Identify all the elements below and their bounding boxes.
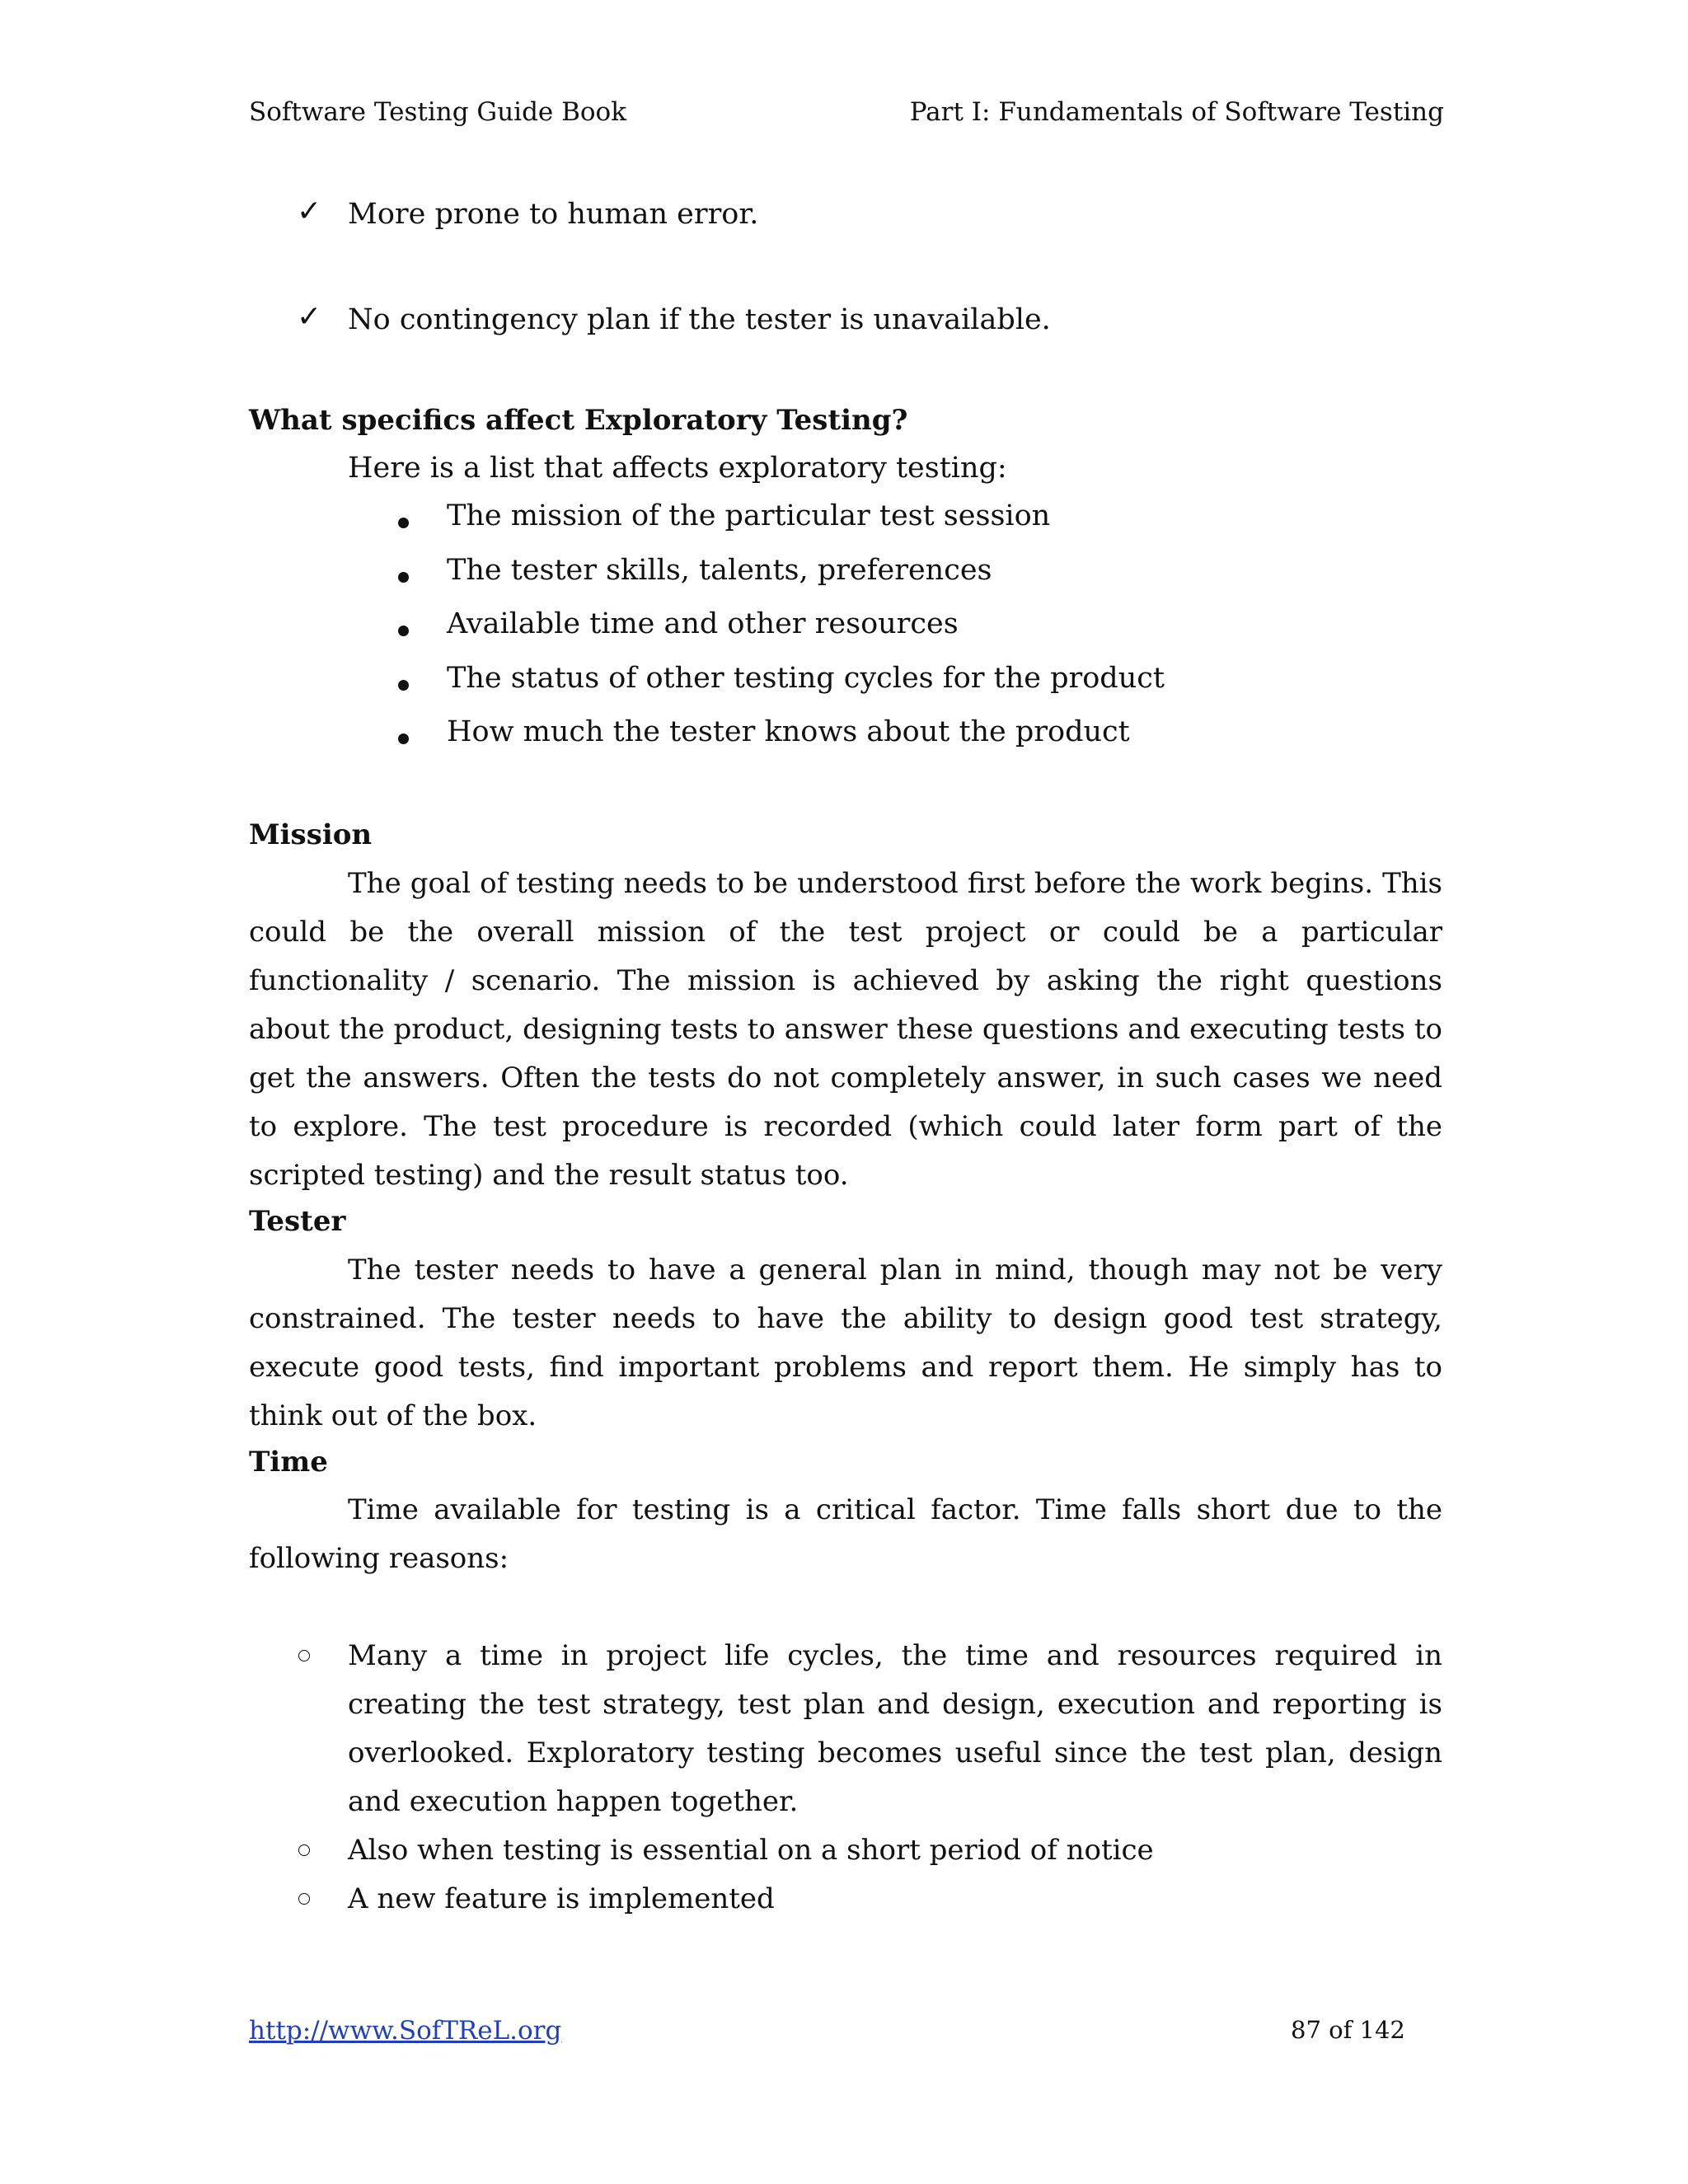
list-item: A new feature is implemented [249, 1875, 1442, 1924]
document-page: Software Testing Guide Book Part I: Fundamentals of Software Testing ✓ More prone to human error. ✓ No contingency plan if the tester is unavailable. What specifics affect Exploratory Testing? Here is a list that affects exploratory testing: The mission of the particular test session The tester skills, talents, preferences Available time and other resources The status of other testing cycles for the product How much the tester knows about the product Mission The goal of testing needs to be understood first before the work begins. This could be the overall mission of the test project or could be a particular functionality / scenario. The mission is achieved by asking the right questions about the product, designing tests to answer these questions and executing tests to get the answers. Often the tests do not completely answer, in such cases we need to explore. The test procedure is recorded (which could later form part of the scripted testing) and the result status too. Tester The tester needs to have a general plan in mind, though may not be very constrained. The tester needs to have the ability to design good test strategy, execute good tests, find important problems and report them. He simply has to think out of the box. Time Time available for testing is a critical factor. Time falls short due to the following reasons: Many a time in project life cycles, the time and resources required in creating the test strategy, test plan and design, execution and reporting is overlooked. Exploratory testing becomes useful since the test plan, design and execution happen together. Also when testing is essential on a short period of notice A new feature is implemented http://www.SofTReL.org 87 of 142 [249, 97, 1444, 2046]
list-item: Also when testing is essential on a short period of notice [249, 1826, 1442, 1875]
specifics-intro: Here is a list that affects exploratory testing: [348, 452, 1007, 485]
circle-bullet-icon [298, 1893, 310, 1905]
bullet-icon [398, 680, 409, 691]
mission-paragraph: The goal of testing needs to be understood first before the work begins. This could be the overall mission of the test project or could be a particular functionality / scenario. The mission is achieved by asking the right questions about the product, designing tests to answer these questions and executing tests to get the answers. Often the tests do not completely answer, in such cases we need to explore. The test procedure is recorded (which could later form part of the scripted testing) and the result status too. [249, 867, 1442, 1192]
circle-bullet-icon [298, 1844, 310, 1856]
section-heading-mission: Mission [249, 818, 373, 851]
tester-paragraph: The tester needs to have a general plan in mind, though may not be very constrained. The tester needs to have the ability to design good test strategy, execute good tests, find important problems and report them. He simply has to think out of the box. [249, 1254, 1442, 1432]
section-heading-time: Time [249, 1446, 328, 1479]
time-paragraph: Time available for testing is a critical factor. Time falls short due to the following reasons: [249, 1493, 1442, 1575]
bullet-icon [398, 572, 409, 583]
bullet-icon [398, 733, 409, 744]
section-heading-tester: Tester [249, 1205, 346, 1238]
header-book-title: Software Testing Guide Book [249, 97, 627, 127]
page-number: 87 of 142 [1291, 2016, 1405, 2044]
checklist-item-text: More prone to human error. [348, 198, 759, 231]
section-heading-specifics: What specifics affect Exploratory Testing? [249, 404, 908, 437]
list-item: Many a time in project life cycles, the time and resources required in creating the test strategy, test plan and design, execution and reporting is overlooked. Exploratory testing becomes useful since the test plan, design and execution happen together. [249, 1632, 1442, 1826]
time-reasons-list [249, 1632, 1442, 1924]
circle-bullet-icon [298, 1650, 310, 1661]
bullet-icon [398, 518, 409, 528]
checkmark-icon: ✓ [297, 300, 322, 334]
header-part-title: Part I: Fundamentals of Software Testing [909, 97, 1444, 127]
footer-website-link[interactable]: http://www.SofTReL.org [249, 2016, 562, 2046]
checklist-item-text: No contingency plan if the tester is unavailable. [348, 303, 1051, 336]
checkmark-icon: ✓ [297, 194, 322, 228]
bullet-icon [398, 626, 409, 636]
